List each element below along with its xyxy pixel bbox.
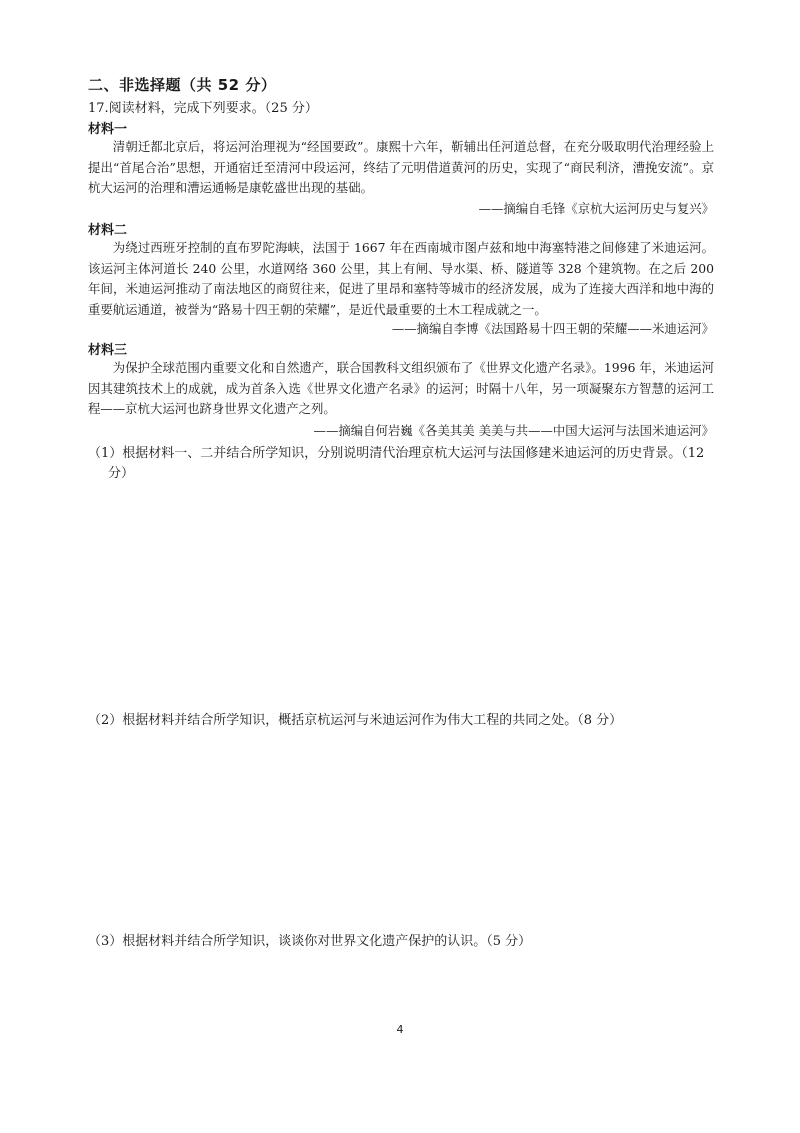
material-3-text: 为保护全球范围内重要文化和自然遗产，联合国教科文组织颁布了《世界文化遗产名录》。1996 年，米迪运河因其建筑技术上的成就，成为首条入选《世界文化遗产名录》的运河；时隔十八年，另一项凝聚东方智慧的运河工程——京杭大运河也跻身世界文化遗产之列。 [88,360,714,416]
sub-question-2-line1: （2）根据材料并结合所学知识，概括京杭运河与米迪运河作为伟大工程的共同之处。（8 分） [88,713,623,728]
page-number: 4 [396,1023,404,1036]
sub-question-1-line1: （1）根据材料一、二并结合所学知识，分别说明清代治理京杭大运河与法国修建米迪运河的历史背景。（12 [88,446,705,461]
material-3-label: 材料三 [88,343,128,358]
sub-question-3-line1: （3）根据材料并结合所学知识，谈谈你对世界文化遗产保护的认识。（5 分） [88,934,532,949]
material-2-text: 为绕过西班牙控制的直布罗陀海峡，法国于 1667 年在西南城市图卢兹和地中海塞特港之间修建了米迪运河。该运河主体河道长 240 公里，水道网络 360 公里，其上有闸、导水渠、桥、隧道等 328 个建筑物。在之后 200 年间，米迪运河推动了南法地区的商贸往来，促进了里昂和塞特等城市的经济发展，成为了连接大西洋和地中海的重要航运通道，被誉为“路易十四王朝的荣耀”，是近代最重要的土木工程成就之一。 [88,240,714,317]
sub-question-1 [88,444,724,484]
material-1-source: ——摘编自毛锋《京杭大运河历史与复兴》 [478,201,714,216]
material-1-label: 材料一 [88,122,128,137]
material-3-source: ——摘编自何岩巍《各美其美 美美与共——中国大运河与法国米迪运河》 [313,423,714,438]
sub-question-3 [88,932,724,952]
sub-question-2 [88,711,724,731]
material-1-text: 清朝迁都北京后，将运河治理视为“经国要政”。康熙十六年，靳辅出任河道总督，在充分吸取明代治理经验上提出“首尾合治”思想，开通宿迁至清河中段运河，终结了元明借道黄河的历史，实现了“商民利济，漕挽安流”。京杭大运河的治理和漕运通畅是康乾盛世出现的基础。 [88,139,714,195]
material-2-label: 材料二 [88,223,128,238]
section-title: 二、非选择题（共 52 分） [88,76,277,94]
question-intro: 17.阅读材料，完成下列要求。（25 分） [88,101,318,116]
material-2-source: ——摘编自李博《法国路易十四王朝的荣耀——米迪运河》 [391,321,714,336]
sub-question-1-line2: 分） [108,466,135,481]
